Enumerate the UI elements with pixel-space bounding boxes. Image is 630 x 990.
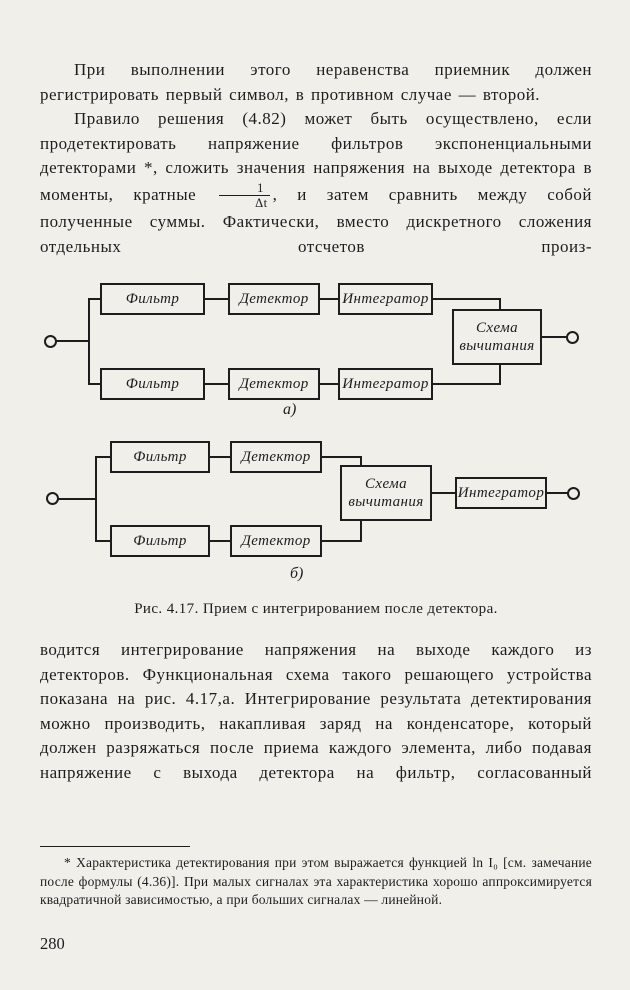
paragraph-3 <box>40 638 592 785</box>
connector-line <box>320 383 338 385</box>
output-terminal-a <box>566 331 579 344</box>
block-detector-bottom-a <box>228 368 320 400</box>
connector-line <box>499 298 501 309</box>
block-detector-top-b <box>230 441 322 473</box>
block-label: Схема вычитания <box>459 319 535 355</box>
figure-caption: Рис. 4.17. Прием с интегрированием после детектора. <box>134 601 498 618</box>
connector-line <box>433 383 501 385</box>
connector-line <box>210 456 230 458</box>
block-subtractor-b <box>340 465 432 521</box>
block-subtractor-a <box>452 309 542 365</box>
output-terminal-b <box>567 487 580 500</box>
block-label: Фильтр <box>125 290 180 307</box>
fraction-numerator: 1 <box>219 181 270 196</box>
block-integrator-b <box>455 477 547 509</box>
connector-line <box>547 492 569 494</box>
block-label: Интегратор <box>342 375 429 392</box>
paragraph-1-text: При выполнении этого неравенства приемник должен регистрировать первый символ, в противном случае — второй. <box>40 60 592 104</box>
connector-line <box>360 521 362 542</box>
page-number: 280 <box>40 934 65 953</box>
connector-line <box>322 540 362 542</box>
connector-line <box>360 456 362 465</box>
connector-line <box>433 298 501 300</box>
connector-line <box>322 456 362 458</box>
paragraph-1 <box>40 58 592 107</box>
figure-b-diagram <box>0 429 630 589</box>
block-label: Фильтр <box>133 532 187 549</box>
block-label: Фильтр <box>125 375 180 392</box>
block-label: Фильтр <box>133 448 187 465</box>
connector-line <box>55 340 90 342</box>
connector-line <box>205 383 228 385</box>
block-label: Детектор <box>241 532 311 549</box>
block-integrator-bottom-a <box>338 368 433 400</box>
block-filter-top-a <box>100 283 205 315</box>
block-detector-bottom-b <box>230 525 322 557</box>
footnote-rule <box>40 846 190 847</box>
block-filter-bottom-a <box>100 368 205 400</box>
fraction-denominator: Δt <box>255 195 268 210</box>
block-label: Интегратор <box>457 484 545 501</box>
block-filter-top-b <box>110 441 210 473</box>
block-filter-bottom-b <box>110 525 210 557</box>
block-label: Детектор <box>241 448 311 465</box>
connector-line <box>432 492 455 494</box>
fraction-one-over-delta-t <box>219 181 270 211</box>
connector-line <box>88 298 90 385</box>
connector-line <box>57 498 95 500</box>
paragraph-2-text-before-fraction: Правило решения (4.82) может быть осуществлено, если продетектировать напряжение фильтров экспоненциальными детекторами *, сложить значения напряжения на выходе детектора в моменты, кратные <box>40 109 592 204</box>
footnote-text: * Характеристика детектирования при этом выражается функцией ln I₀ [см. замечание после формулы (4.36)]. При малых сигналах эта характеристика хорошо аппроксимируется квадратичной зависимостью, а при больших сигналах — линейной. <box>40 855 592 907</box>
block-label: Детектор <box>239 290 309 307</box>
paragraph-2 <box>40 107 592 259</box>
block-label: Интегратор <box>342 290 429 307</box>
connector-line <box>205 298 228 300</box>
figure-a-label: а) <box>283 401 297 419</box>
connector-line <box>542 336 568 338</box>
block-label: Схема вычитания <box>348 475 424 511</box>
paragraph-2-text-after-fraction: , и затем сравнить между собой полученные суммы. Фактически, вместо дискретного сложения отдельных отсчетов произ- <box>40 184 593 256</box>
figure-a-diagram <box>0 273 630 425</box>
paragraph-3-text: водится интегрирование напряжения на выходе каждого из детекторов. Функциональная схема такого решающего устройства показана на рис. 4.17,а. Интегрирование результата детектирования можно производить, накапливая заряд на конденсаторе, который должен разряжаться после приема каждого элемента, либо подавая напряжение с выхода детектора на фильтр, согласованный <box>40 640 592 782</box>
connector-line <box>320 298 338 300</box>
connector-line <box>210 540 230 542</box>
connector-line <box>95 540 110 542</box>
connector-line <box>95 456 97 542</box>
connector-line <box>95 456 110 458</box>
figure-b-label: б) <box>290 565 304 583</box>
block-detector-top-a <box>228 283 320 315</box>
footnote-block <box>40 846 592 910</box>
connector-line <box>499 365 501 385</box>
block-integrator-top-a <box>338 283 433 315</box>
block-label: Детектор <box>239 375 309 392</box>
